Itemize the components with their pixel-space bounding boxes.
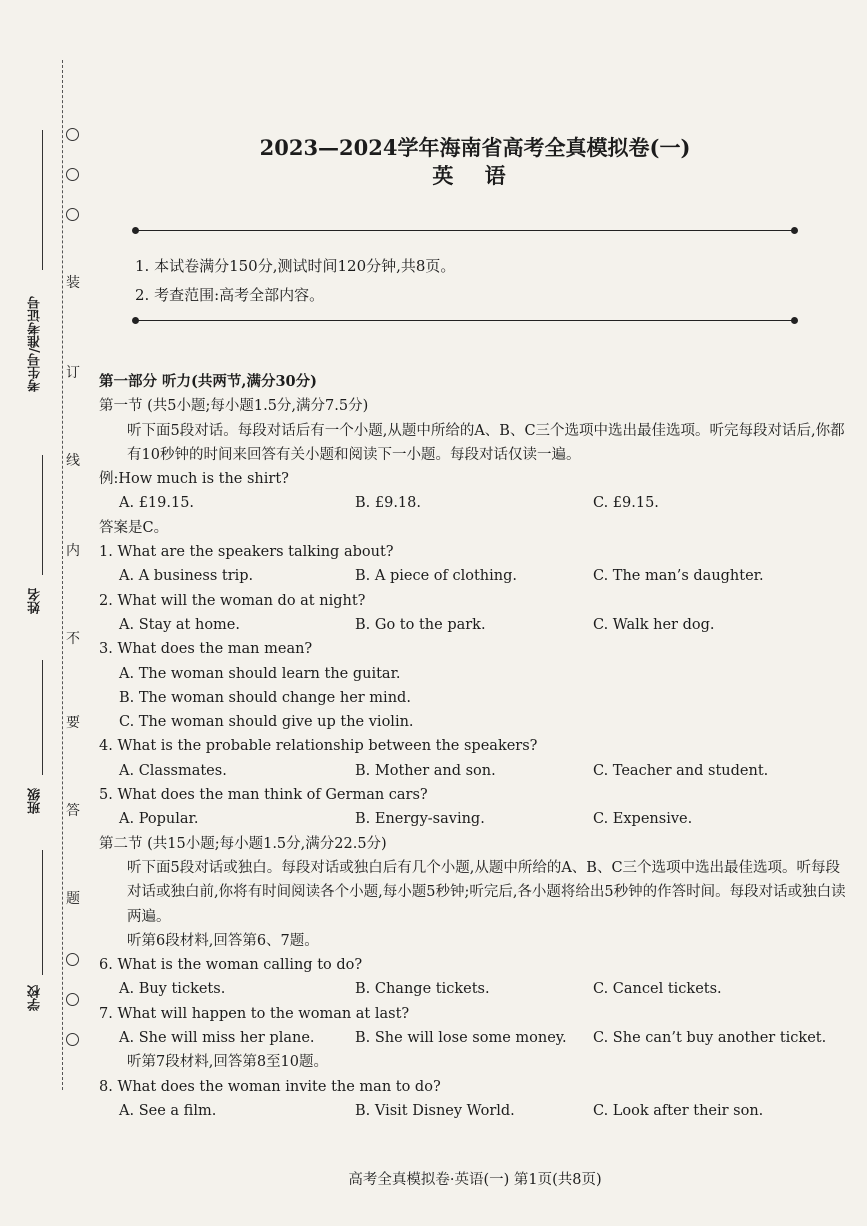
listening-section xyxy=(99,370,851,1123)
options-row xyxy=(99,564,851,588)
class-field[interactable] xyxy=(20,788,50,814)
binding-char: 不 xyxy=(66,628,80,648)
option: C. Teacher and student. xyxy=(593,762,769,779)
school-field[interactable] xyxy=(20,985,50,1011)
option: A. See a film. xyxy=(119,1102,217,1119)
options-row xyxy=(99,759,851,783)
class-label: 班级 xyxy=(27,788,43,814)
option: B. Go to the park. xyxy=(355,616,486,633)
binding-char: 内 xyxy=(66,540,80,560)
option: C. Expensive. xyxy=(593,811,693,828)
name-field[interactable] xyxy=(20,588,50,614)
section-instructions: 听下面5段对话或独白。每段对话或独白后有几个小题,从题中所给的A、B、C三个选项中选出最佳选项。听每段对话或独白前,你将有时间阅读各个小题,每小题5秒钟;听完后,各小题将给出5秒钟的作答时间。每段对话或独白读两遍。 xyxy=(127,859,846,925)
options-row xyxy=(99,613,851,637)
option: A. Classmates. xyxy=(119,762,227,779)
binding-char: 答 xyxy=(66,800,80,820)
note-item: 1. 本试卷满分150分,测试时间120分钟,共8页。 xyxy=(135,257,456,275)
question: 2. What will the woman do at night? xyxy=(99,592,366,609)
option: C. The woman should give up the violin. xyxy=(119,714,414,731)
question: 8. What does the woman invite the man to do? xyxy=(99,1078,441,1095)
option: B. She will lose some money. xyxy=(355,1030,567,1047)
note-item: 2. 考查范围:高考全部内容。 xyxy=(135,286,325,304)
page-title: 2023—2024学年海南省高考全真模拟卷(一) xyxy=(259,135,691,160)
option: B. Energy-saving. xyxy=(355,811,485,828)
option: A. Buy tickets. xyxy=(119,981,226,998)
example-answer: 答案是C。 xyxy=(99,519,169,536)
question: 3. What does the man mean? xyxy=(99,641,313,658)
exam-page xyxy=(95,0,855,1226)
school-label: 学校 xyxy=(27,985,43,1011)
section-heading: 第二节 (共15小题;每小题1.5分,满分22.5分) xyxy=(99,835,387,852)
option: C. The man’s daughter. xyxy=(593,568,764,585)
binding-circle xyxy=(66,1033,79,1046)
option: B. A piece of clothing. xyxy=(355,568,517,585)
binding-line xyxy=(62,60,63,1090)
exam-notes xyxy=(135,252,455,310)
option: B. £9.18. xyxy=(355,495,421,512)
binding-circle xyxy=(66,128,79,141)
divider-bottom xyxy=(135,320,795,321)
options-row xyxy=(99,807,851,831)
example-question: 例:How much is the shirt? xyxy=(99,471,289,488)
subject-title: 英 语 xyxy=(432,163,518,188)
option: C. Look after their son. xyxy=(593,1102,764,1119)
divider-top xyxy=(135,230,795,231)
question: 6. What is the woman calling to do? xyxy=(99,957,363,974)
option: C. Walk her dog. xyxy=(593,616,715,633)
option: A. Stay at home. xyxy=(119,616,240,633)
options-row xyxy=(99,1099,851,1123)
section-instructions: 听下面5段对话。每段对话后有一个小题,从题中所给的A、B、C三个选项中选出最佳选项。听完每段对话后,你都有10秒钟的时间来回答有关小题和阅读下一小题。每段对话仅读一遍。 xyxy=(127,422,845,463)
question: 7. What will happen to the woman at last? xyxy=(99,1005,410,1022)
option: A. The woman should learn the guitar. xyxy=(119,665,401,682)
name-label: 姓名 xyxy=(27,588,43,614)
binding-char: 要 xyxy=(66,712,80,732)
option: C. She can’t buy another ticket. xyxy=(593,1030,827,1047)
section-heading: 第一节 (共5小题;每小题1.5分,满分7.5分) xyxy=(99,398,369,415)
binding-circle xyxy=(66,208,79,221)
options-row xyxy=(99,1026,851,1050)
exam-id-field[interactable] xyxy=(20,296,50,392)
options-row xyxy=(99,977,851,1001)
binding-circle xyxy=(66,993,79,1006)
exam-id-label: 考生号/准考证号 xyxy=(27,296,43,392)
option: A. A business trip. xyxy=(119,568,254,585)
binding-margin xyxy=(0,0,92,1226)
binding-char: 订 xyxy=(66,362,80,382)
option: B. Mother and son. xyxy=(355,762,496,779)
binding-char: 线 xyxy=(66,450,80,470)
question: 5. What does the man think of German cars? xyxy=(99,787,428,804)
part-heading: 第一部分 听力(共两节,满分30分) xyxy=(99,373,317,390)
binding-char: 装 xyxy=(66,272,80,292)
option: B. Visit Disney World. xyxy=(355,1102,515,1119)
binding-char: 题 xyxy=(66,888,80,908)
binding-circle xyxy=(66,953,79,966)
option: B. The woman should change her mind. xyxy=(119,689,411,706)
binding-circle xyxy=(66,168,79,181)
option: C. Cancel tickets. xyxy=(593,981,722,998)
option: A. £19.15. xyxy=(119,495,195,512)
example-options xyxy=(99,491,851,515)
group-label: 听第7段材料,回答第8至10题。 xyxy=(127,1054,329,1071)
question: 4. What is the probable relationship between the speakers? xyxy=(99,738,538,755)
question: 1. What are the speakers talking about? xyxy=(99,544,394,561)
option: B. Change tickets. xyxy=(355,981,490,998)
group-label: 听第6段材料,回答第6、7题。 xyxy=(127,932,319,949)
option: A. She will miss her plane. xyxy=(119,1030,315,1047)
page-footer: 高考全真模拟卷·英语(一) 第1页(共8页) xyxy=(348,1172,602,1188)
option: A. Popular. xyxy=(119,811,199,828)
option: C. £9.15. xyxy=(593,495,659,512)
